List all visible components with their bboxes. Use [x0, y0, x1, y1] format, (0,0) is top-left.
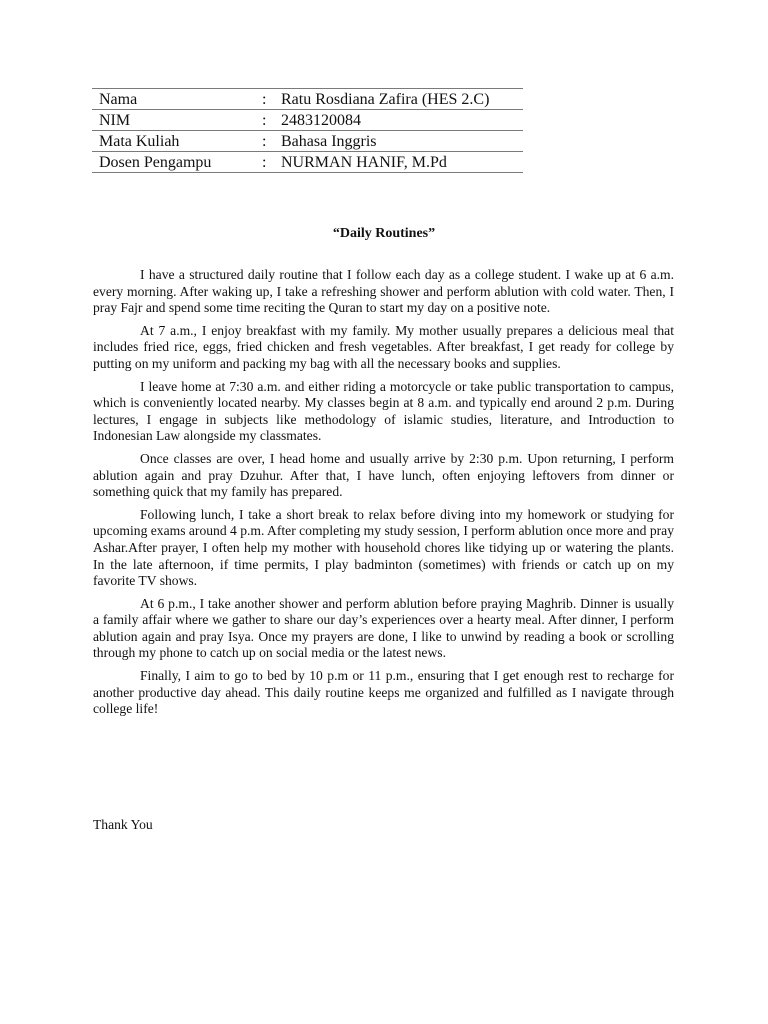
info-value: 2483120084 — [281, 110, 523, 131]
paragraph: Finally, I aim to go to bed by 10 p.m or 11 p.m., ensuring that I get enough rest to recharge for another productive day ahead. This daily routine keeps me organized and fulfilled as I navigate through college life! — [93, 668, 674, 717]
info-row-mata-kuliah — [92, 131, 523, 152]
info-row-dosen-pengampu — [92, 152, 523, 173]
info-separator: : — [262, 131, 281, 152]
info-separator: : — [262, 152, 281, 173]
info-value: Bahasa Inggris — [281, 131, 523, 152]
info-row-nim — [92, 110, 523, 131]
student-info-table — [92, 88, 523, 173]
paragraph: Once classes are over, I head home and usually arrive by 2:30 p.m. Upon returning, I perform ablution again and pray Dzuhur. After that, I have lunch, often enjoying leftovers from dinner or something quick that my family has prepared. — [93, 450, 674, 500]
paragraph: I leave home at 7:30 a.m. and either riding a motorcycle or take public transportation to campus, which is conveniently located nearby. My classes begin at 8 a.m. and typically end around 2 p.m. During lectures, I engage in subjects like methodology of islamic studies, literature, and Introduction to Indonesian Law alongside my classmates. — [93, 378, 674, 444]
paragraph: Following lunch, I take a short break to relax before diving into my homework or studying for upcoming exams around 4 p.m. After completing my study session, I perform ablution once more and pray Ashar.After prayer, I often help my mother with household chores like tidying up or watering the plants. In the late afternoon, if time permits, I play badminton (sometimes) with friends or catch up on my favorite TV shows. — [93, 506, 675, 589]
info-label: NIM — [92, 110, 262, 131]
info-label: Mata Kuliah — [92, 131, 262, 152]
info-value: NURMAN HANIF, M.Pd — [281, 152, 523, 173]
info-separator: : — [262, 89, 281, 110]
info-separator: : — [262, 110, 281, 131]
paragraph: At 6 p.m., I take another shower and perform ablution before praying Maghrib. Dinner is usually a family affair where we gather to share our day’s experiences over a hearty meal. After dinner, I perform ablution again and pray Isya. Once my prayers are done, I like to unwind by reading a book or scrolling through my phone to catch up on social media or the latest news. — [93, 595, 674, 661]
closing-text: Thank You — [93, 817, 153, 832]
paragraph: At 7 a.m., I enjoy breakfast with my family. My mother usually prepares a delicious meal that includes fried rice, eggs, fried chicken and fresh vegetables. After breakfast, I get ready for college by putting on my uniform and packing my bag with all the necessary books and supplies. — [93, 322, 674, 371]
paragraph: I have a structured daily routine that I follow each day as a college student. I wake up at 6 a.m. every morning. After waking up, I take a refreshing shower and perform ablution with cold water. Then, I pray Fajr and spend some time reciting the Quran to start my day on a positive note. — [93, 267, 674, 316]
essay-body — [93, 267, 674, 724]
info-value: Ratu Rosdiana Zafira (HES 2.C) — [281, 89, 523, 110]
info-label: Dosen Pengampu — [92, 152, 262, 173]
essay-title: “Daily Routines” — [332, 226, 436, 241]
info-label: Nama — [92, 89, 262, 110]
info-row-nama — [92, 89, 523, 110]
